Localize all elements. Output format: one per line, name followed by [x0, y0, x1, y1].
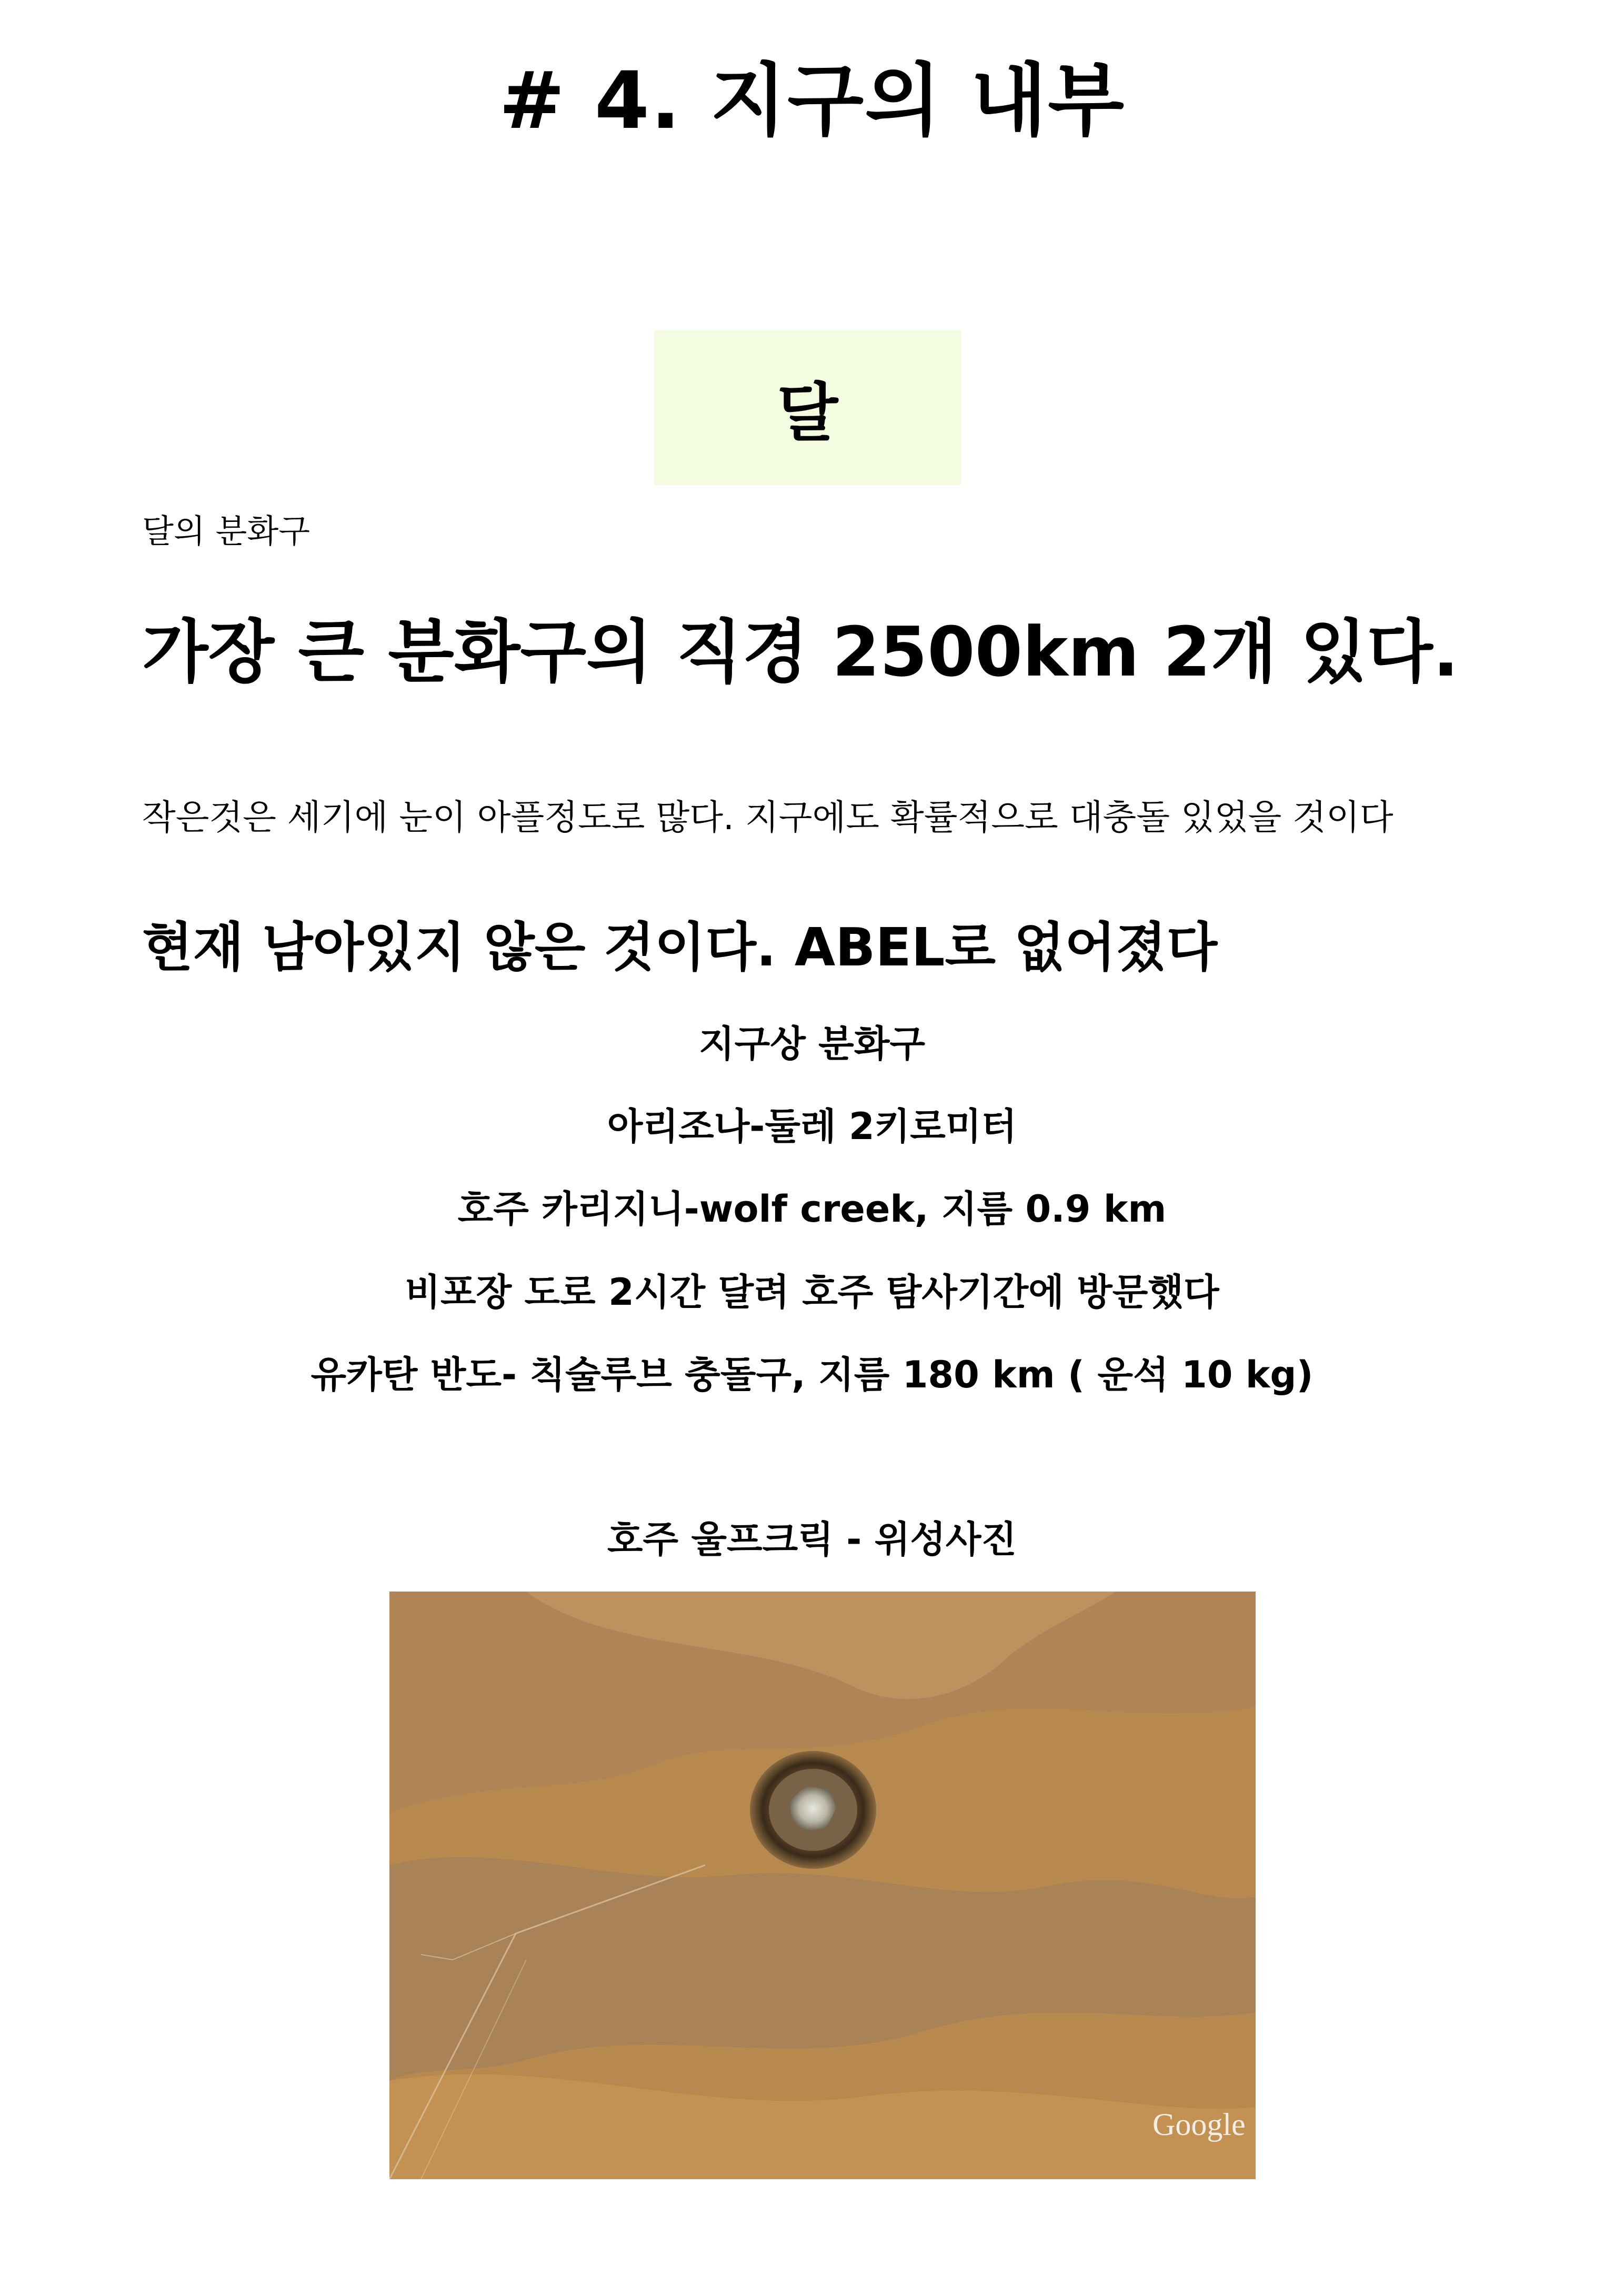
crater-arizona: 아리조나-둘레 2키로미터 — [607, 1105, 1017, 1148]
moon-craters-heading: 달의 분화구 — [142, 512, 310, 550]
moon-label-box — [654, 330, 961, 485]
crater-wolf-creek: 호주 카리지니-wolf creek, 지름 0.9 km — [457, 1187, 1167, 1231]
moon-label: 달 — [777, 377, 838, 450]
visit-note: 비포장 도로 2시간 달려 호주 탐사기간에 방문했다 — [405, 1271, 1219, 1314]
crater-chicxulub: 유카탄 반도- 칙술루브 충돌구, 지름 180 km ( 운석 10 kg) — [310, 1353, 1314, 1396]
google-watermark: Google — [1152, 2107, 1246, 2142]
largest-crater-text: 가장 큰 분화구의 직경 2500km 2개 있다. — [142, 612, 1459, 692]
page-title: # 4. 지구의 내부 — [498, 55, 1126, 147]
satellite-photo — [389, 1592, 1256, 2179]
earth-craters-heading: 지구상 분화구 — [698, 1022, 926, 1065]
small-craters-text: 작은것은 세기에 눈이 아플정도로 많다. 지구에도 확률적으로 대충돌 있었을 것이다 — [142, 797, 1394, 838]
not-remaining-text: 현재 남아있지 않은 것이다. ABEL로 없어졌다 — [142, 917, 1218, 978]
photo-caption: 호주 울프크릭 - 위성사진 — [607, 1518, 1017, 1561]
